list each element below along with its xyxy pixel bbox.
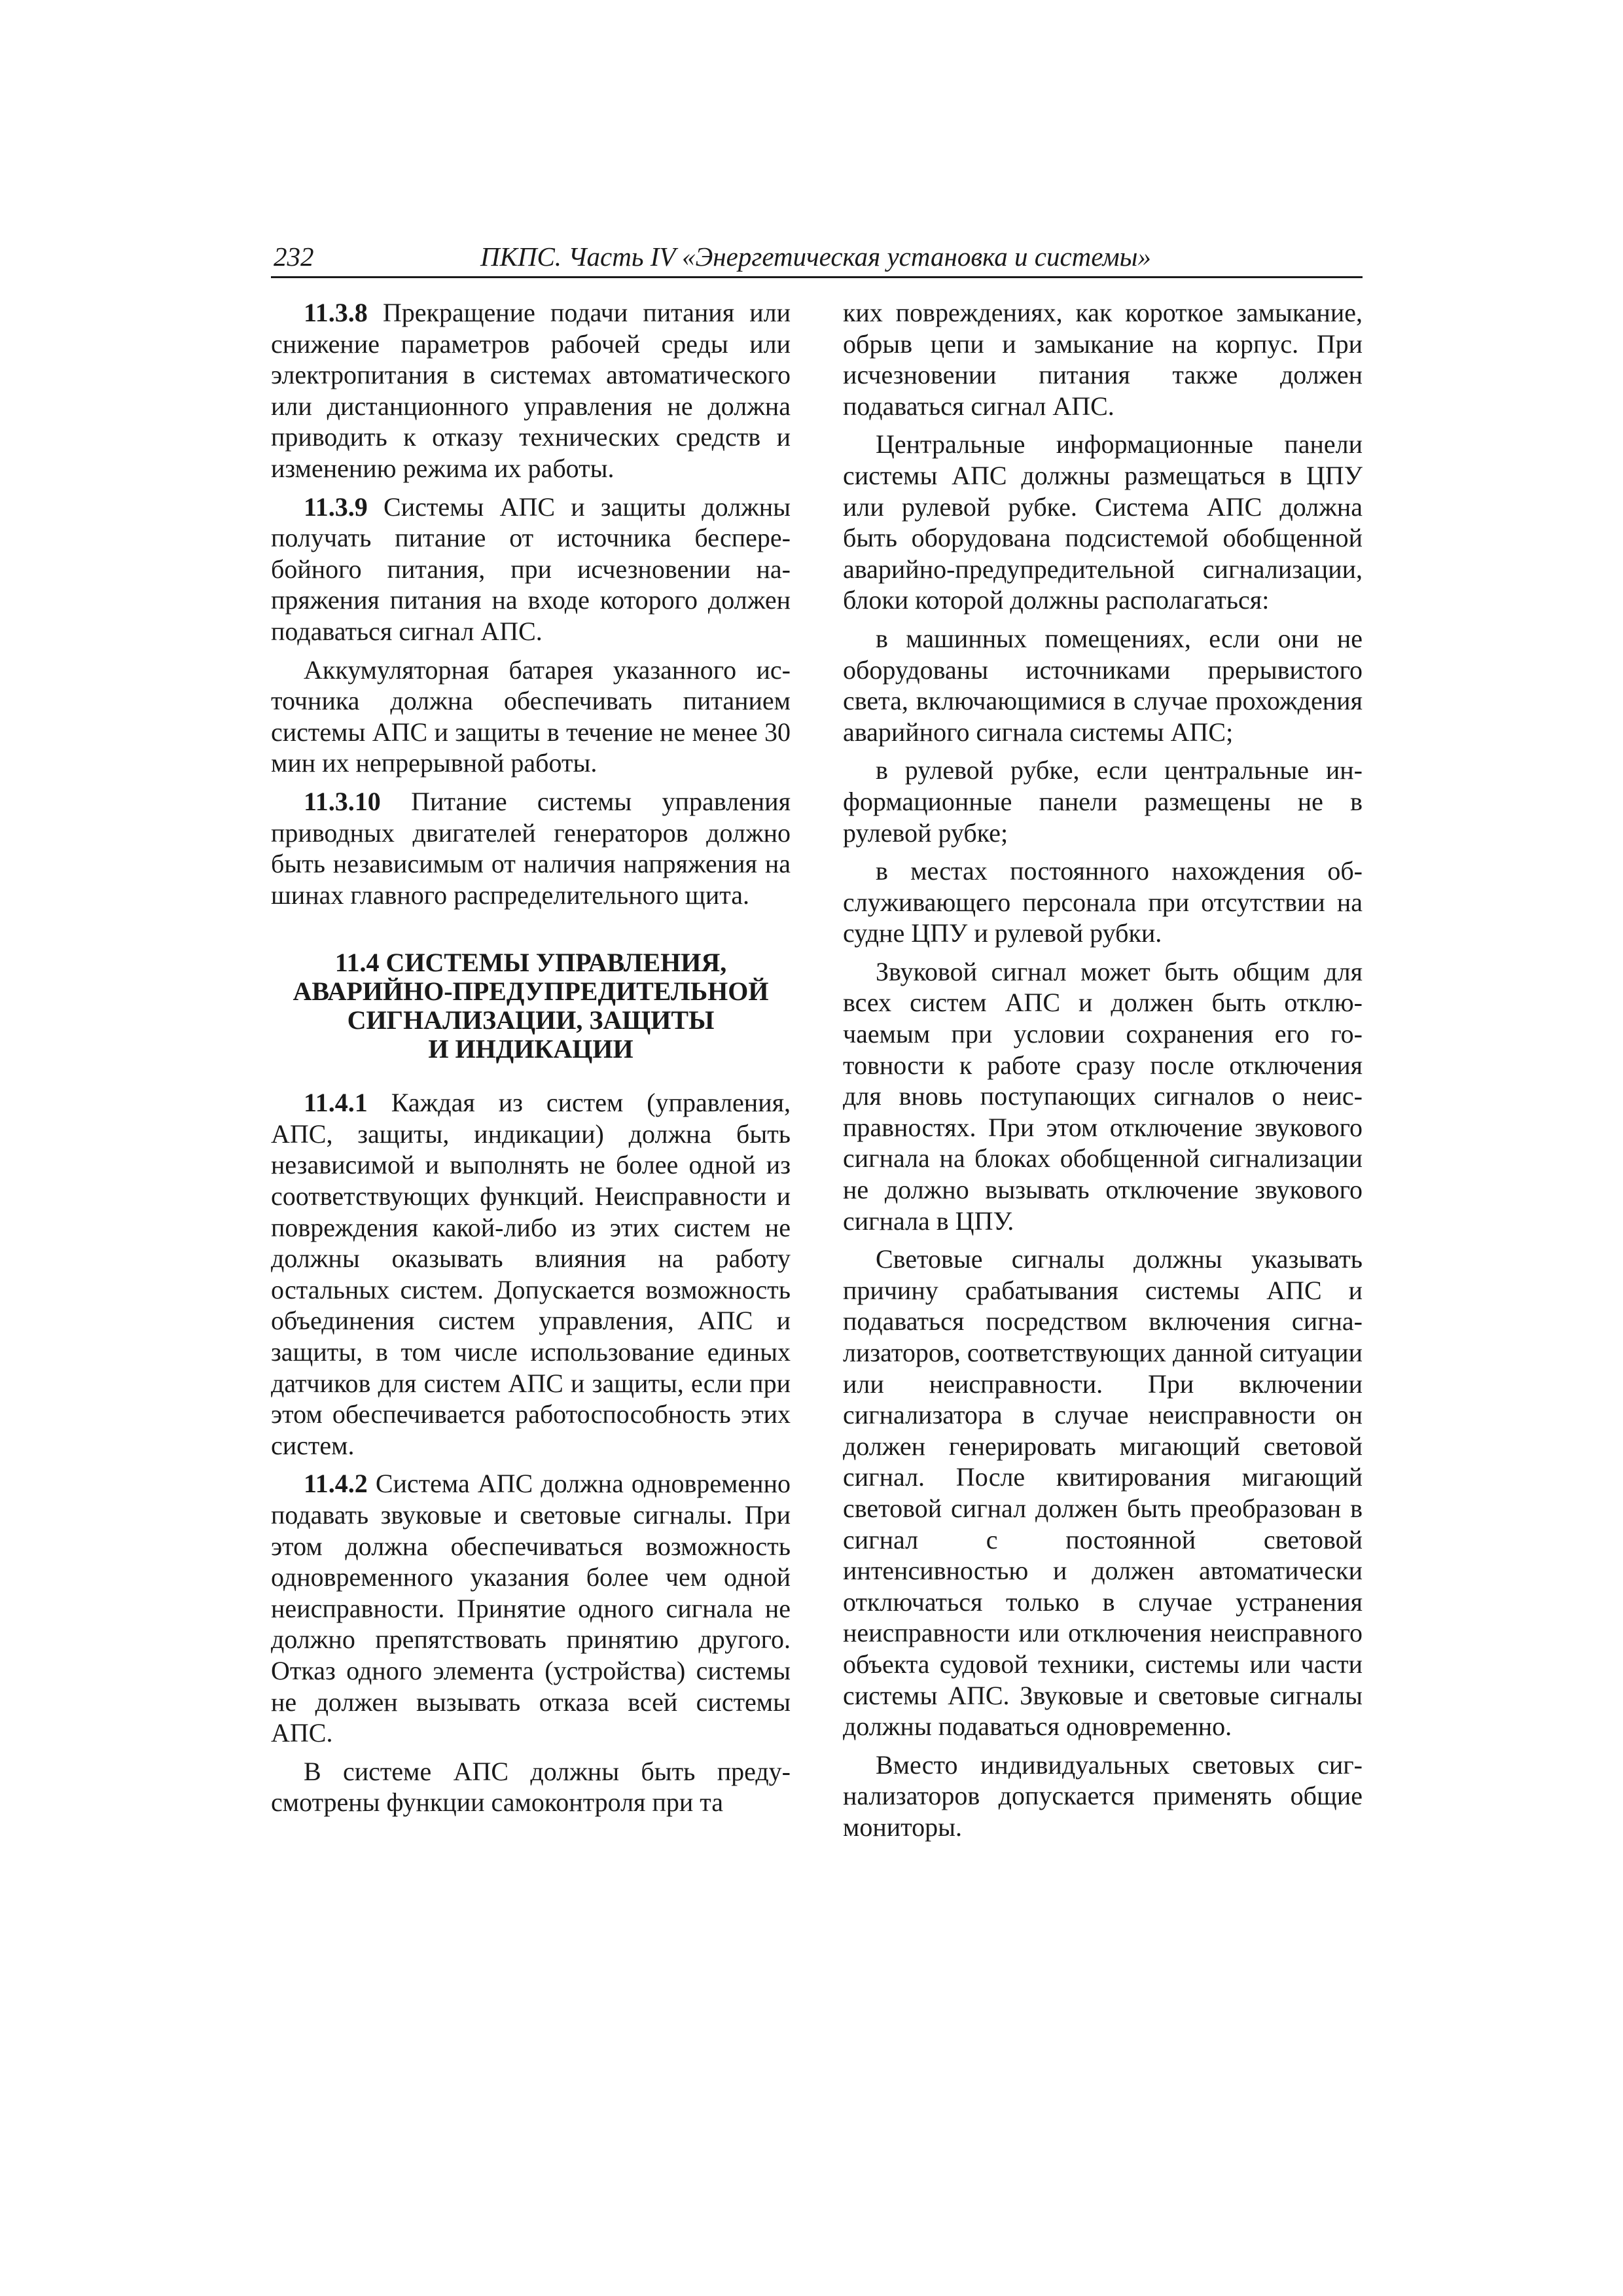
running-title: ПКПС. Часть IV «Энергетическая установка и системы» — [480, 242, 1151, 272]
paragraph-text: В системе АПС должны быть предусмотрены функции самоконтроля при та — [271, 1756, 791, 1818]
clause-number: 11.3.9 — [304, 492, 368, 522]
paragraph-text: Световые сигналы должны указывать причину срабатывания системы АПС и подаваться посредством включения сигнализаторов, соответствующих данной ситуации или неисправности. При включении сигнализатора в случае неисправности он должен генерировать мигающий световой сигнал. После квитирования мигающий световой сигнал должен быть преобразован в сигнал с постоянной световой интенсивностью и должен автоматически отключаться только в случае устранения неисправности или отключения неисправного объекта судовой техники, системы или части системы АПС. Звуковые и световые сигналы должны подаваться одновременно. — [843, 1244, 1363, 1742]
paragraph-text: Системы АПС и защиты должны получать питание от источника бесперебойного питания, при исчезновении напряжения питания на входе которого должен подаваться сигнал АПС. — [271, 492, 791, 646]
list-item-machinery — [843, 623, 1363, 747]
paragraph-battery — [271, 655, 791, 779]
list-item-wheelhouse — [843, 755, 1363, 848]
paragraph-self-test — [271, 1756, 791, 1818]
heading-line: АВАРИЙНО-ПРЕДУПРЕДИТЕЛЬНОЙ — [293, 977, 769, 1007]
paragraph-text: в рулевой рубке, если центральные информационные панели размещены не в рулевой рубке; — [843, 755, 1363, 848]
paragraph-text: Центральные информационные панели системы АПС должны размещаться в ЦПУ или рулевой рубке. Система АПС должна быть оборудована подсистемой обобщенной аварийно-предупредительной сигнализации, блоки которой должны располагаться: — [843, 429, 1363, 615]
paragraph-text: ких повреждениях, как короткое замыкание, обрыв цепи и замыкание на корпус. При исчезновении питания также должен подаваться сигнал АПС. — [843, 298, 1363, 421]
paragraph-central-panels — [843, 429, 1363, 616]
paragraph-11-3-8 — [271, 297, 791, 484]
left-column — [271, 297, 791, 1825]
running-header — [271, 240, 1363, 278]
heading-line: СИГНАЛИЗАЦИИ, ЗАЩИТЫ — [347, 1005, 715, 1035]
page-number: 232 — [274, 242, 314, 272]
right-column — [843, 297, 1363, 1850]
heading-line: 11.4 СИСТЕМЫ УПРАВЛЕНИЯ, — [334, 948, 727, 978]
paragraph-continuation — [843, 297, 1363, 422]
paragraph-text: Каждая из систем (управления, АПС, защиты, индикации) должна быть независимой и выполнять не более одной из соответствующих функций. Неисправности и повреждения какой-либо из этих систем не должны оказывать влияния на работу остальных систем. Допускается возможность объединения систем управления, АПС и защиты, в том числе использование единых датчиков для систем АПС и защиты, если при этом обеспечивается работоспособность этих систем. — [271, 1088, 791, 1460]
paragraph-text: Прекращение подачи питания или снижение параметров рабочей среды или электропитания в системах автоматического или дистанционного управления не должна приводить к отказу технических средств и изменению режима их работы. — [271, 298, 791, 483]
paragraph-text: Система АПС должна одновременно подавать звуковые и световые сигналы. При этом должна обеспечиваться возможность одновременного указания более чем одной неисправности. Принятие одного сигнала не должно препятствовать принятию другого. Отказ одного элемента (устройства) системы не должен вызывать отказа всей системы АПС. — [271, 1469, 791, 1748]
clause-number: 11.3.10 — [304, 786, 381, 816]
paragraph-text: Вместо индивидуальных световых сигнализаторов допускается применять общие мониторы. — [843, 1749, 1363, 1842]
clause-number: 11.3.8 — [304, 298, 368, 327]
section-heading-11-4 — [271, 948, 791, 1064]
clause-number: 11.4.2 — [304, 1469, 368, 1499]
paragraph-text: в местах постоянного нахождения обслуживающего персонала при отсутствии на судне ЦПУ и рулевой рубки. — [843, 856, 1363, 948]
paragraph-11-4-1 — [271, 1087, 791, 1461]
paragraph-text: Аккумуляторная батарея указанного источника должна обеспечивать питанием системы АПС и защиты в течение не менее 30 мин их непрерывной работы. — [271, 655, 791, 778]
paragraph-light-signals — [843, 1244, 1363, 1742]
paragraph-text: в машинных помещениях, если они не оборудованы источниками прерывистого света, включающимися в случае прохождения аварийного сигнала системы АПС; — [843, 623, 1363, 747]
paragraph-monitors — [843, 1749, 1363, 1843]
paragraph-text: Питание системы управления приводных двигателей генераторов должно быть независимым от наличия напряжения на шинах главного распределительного щита. — [271, 786, 791, 910]
paragraph-sound-signal — [843, 956, 1363, 1236]
paragraph-11-3-10 — [271, 786, 791, 910]
paragraph-text: Звуковой сигнал может быть общим для всех систем АПС и должен быть отключаемым при условии сохранения его готовности к работе сразу после отключения для вновь поступающих сигналов о неисправностях. При этом отключение звукового сигнала на блоках обобщенной сигнализации не должно вызывать отключение звукового сигнала в ЦПУ. — [843, 956, 1363, 1236]
paragraph-11-4-2 — [271, 1468, 791, 1748]
list-item-personnel — [843, 855, 1363, 949]
clause-number: 11.4.1 — [304, 1088, 368, 1118]
paragraph-11-3-9 — [271, 492, 791, 647]
heading-line: И ИНДИКАЦИИ — [428, 1034, 633, 1064]
